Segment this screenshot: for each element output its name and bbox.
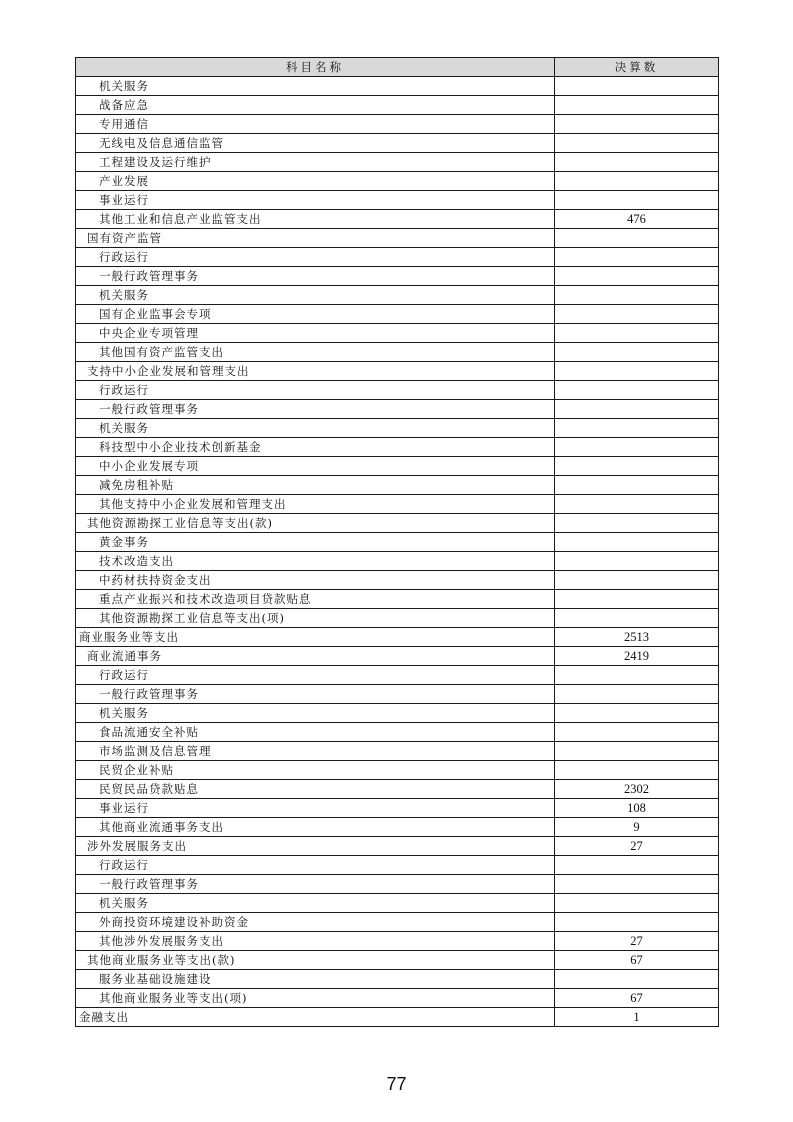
row-final-amount xyxy=(555,495,719,514)
table-row xyxy=(76,818,719,837)
row-subject-name: 行政运行 xyxy=(76,666,555,685)
row-final-amount xyxy=(555,438,719,457)
row-final-amount xyxy=(555,324,719,343)
row-subject-name: 机关服务 xyxy=(76,286,555,305)
row-final-amount xyxy=(555,267,719,286)
row-subject-name: 专用通信 xyxy=(76,115,555,134)
row-subject-name: 国有企业监事会专项 xyxy=(76,305,555,324)
row-final-amount xyxy=(555,362,719,381)
table-row xyxy=(76,628,719,647)
table-row xyxy=(76,495,719,514)
header-final-amount: 决算数 xyxy=(555,58,719,77)
row-subject-name: 无线电及信息通信监管 xyxy=(76,134,555,153)
table-row xyxy=(76,210,719,229)
table-row xyxy=(76,761,719,780)
row-final-amount xyxy=(555,343,719,362)
row-subject-name: 其他商业服务业等支出(款) xyxy=(76,951,555,970)
row-final-amount xyxy=(555,552,719,571)
table-row xyxy=(76,875,719,894)
table-row xyxy=(76,267,719,286)
row-final-amount: 108 xyxy=(555,799,719,818)
table-row xyxy=(76,286,719,305)
table-row xyxy=(76,153,719,172)
row-subject-name: 金融支出 xyxy=(76,1008,555,1027)
table-row xyxy=(76,837,719,856)
table-row xyxy=(76,571,719,590)
table-row xyxy=(76,324,719,343)
table-row xyxy=(76,970,719,989)
table-body xyxy=(76,77,719,1027)
table-row xyxy=(76,856,719,875)
row-subject-name: 其他工业和信息产业监管支出 xyxy=(76,210,555,229)
table-row xyxy=(76,514,719,533)
table-row xyxy=(76,96,719,115)
row-final-amount: 67 xyxy=(555,951,719,970)
row-subject-name: 一般行政管理事务 xyxy=(76,267,555,286)
row-final-amount xyxy=(555,419,719,438)
row-final-amount xyxy=(555,875,719,894)
table-row xyxy=(76,780,719,799)
row-subject-name: 重点产业振兴和技术改造项目贷款贴息 xyxy=(76,590,555,609)
table-row xyxy=(76,685,719,704)
row-final-amount: 2513 xyxy=(555,628,719,647)
row-subject-name: 其他资源勘探工业信息等支出(项) xyxy=(76,609,555,628)
row-final-amount: 9 xyxy=(555,818,719,837)
row-final-amount xyxy=(555,77,719,96)
row-final-amount xyxy=(555,685,719,704)
table-row xyxy=(76,77,719,96)
row-subject-name: 其他国有资产监管支出 xyxy=(76,343,555,362)
row-final-amount xyxy=(555,153,719,172)
row-final-amount xyxy=(555,571,719,590)
row-subject-name: 市场监测及信息管理 xyxy=(76,742,555,761)
row-subject-name: 黄金事务 xyxy=(76,533,555,552)
row-subject-name: 机关服务 xyxy=(76,77,555,96)
row-final-amount xyxy=(555,723,719,742)
row-subject-name: 民贸民品贷款贴息 xyxy=(76,780,555,799)
table-row xyxy=(76,419,719,438)
row-subject-name: 中小企业发展专项 xyxy=(76,457,555,476)
table-row xyxy=(76,172,719,191)
table-row xyxy=(76,229,719,248)
row-subject-name: 工程建设及运行维护 xyxy=(76,153,555,172)
row-subject-name: 涉外发展服务支出 xyxy=(76,837,555,856)
row-subject-name: 食品流通安全补贴 xyxy=(76,723,555,742)
row-final-amount xyxy=(555,286,719,305)
row-final-amount xyxy=(555,172,719,191)
row-final-amount xyxy=(555,514,719,533)
table-row xyxy=(76,609,719,628)
row-final-amount xyxy=(555,761,719,780)
table-row xyxy=(76,134,719,153)
table-row xyxy=(76,894,719,913)
row-final-amount xyxy=(555,381,719,400)
row-subject-name: 一般行政管理事务 xyxy=(76,400,555,419)
row-final-amount xyxy=(555,229,719,248)
row-final-amount xyxy=(555,590,719,609)
table-row xyxy=(76,362,719,381)
row-final-amount: 67 xyxy=(555,989,719,1008)
row-final-amount xyxy=(555,533,719,552)
table-row xyxy=(76,742,719,761)
table-row xyxy=(76,590,719,609)
row-subject-name: 支持中小企业发展和管理支出 xyxy=(76,362,555,381)
row-subject-name: 战备应急 xyxy=(76,96,555,115)
row-final-amount xyxy=(555,476,719,495)
row-final-amount: 1 xyxy=(555,1008,719,1027)
table-row xyxy=(76,457,719,476)
table-row xyxy=(76,533,719,552)
table-row xyxy=(76,913,719,932)
row-final-amount xyxy=(555,666,719,685)
row-final-amount xyxy=(555,191,719,210)
row-subject-name: 其他支持中小企业发展和管理支出 xyxy=(76,495,555,514)
table-row xyxy=(76,438,719,457)
row-subject-name: 中央企业专项管理 xyxy=(76,324,555,343)
row-final-amount xyxy=(555,856,719,875)
table-row xyxy=(76,115,719,134)
table-row xyxy=(76,381,719,400)
row-final-amount: 2419 xyxy=(555,647,719,666)
row-final-amount: 27 xyxy=(555,932,719,951)
row-subject-name: 机关服务 xyxy=(76,894,555,913)
row-subject-name: 行政运行 xyxy=(76,248,555,267)
table-row xyxy=(76,647,719,666)
row-final-amount xyxy=(555,96,719,115)
row-subject-name: 一般行政管理事务 xyxy=(76,685,555,704)
row-final-amount xyxy=(555,609,719,628)
row-final-amount xyxy=(555,742,719,761)
row-final-amount: 2302 xyxy=(555,780,719,799)
row-subject-name: 其他涉外发展服务支出 xyxy=(76,932,555,951)
row-subject-name: 一般行政管理事务 xyxy=(76,875,555,894)
table-row xyxy=(76,400,719,419)
row-subject-name: 其他商业服务业等支出(项) xyxy=(76,989,555,1008)
row-subject-name: 技术改造支出 xyxy=(76,552,555,571)
row-subject-name: 商业流通事务 xyxy=(76,647,555,666)
row-final-amount: 27 xyxy=(555,837,719,856)
row-final-amount: 476 xyxy=(555,210,719,229)
table-row xyxy=(76,305,719,324)
row-subject-name: 减免房租补贴 xyxy=(76,476,555,495)
row-subject-name: 其他资源勘探工业信息等支出(款) xyxy=(76,514,555,533)
row-subject-name: 服务业基础设施建设 xyxy=(76,970,555,989)
row-subject-name: 科技型中小企业技术创新基金 xyxy=(76,438,555,457)
row-subject-name: 商业服务业等支出 xyxy=(76,628,555,647)
row-subject-name: 机关服务 xyxy=(76,419,555,438)
table-row xyxy=(76,552,719,571)
row-subject-name: 中药材扶持资金支出 xyxy=(76,571,555,590)
row-subject-name: 行政运行 xyxy=(76,381,555,400)
row-subject-name: 外商投资环境建设补助资金 xyxy=(76,913,555,932)
row-subject-name: 行政运行 xyxy=(76,856,555,875)
row-subject-name: 事业运行 xyxy=(76,799,555,818)
table-row xyxy=(76,989,719,1008)
table-row xyxy=(76,932,719,951)
table-header-row xyxy=(76,58,719,77)
table-row xyxy=(76,704,719,723)
row-subject-name: 事业运行 xyxy=(76,191,555,210)
row-final-amount xyxy=(555,457,719,476)
row-final-amount xyxy=(555,894,719,913)
table-row xyxy=(76,951,719,970)
table-row xyxy=(76,248,719,267)
header-subject-name: 科目名称 xyxy=(76,58,555,77)
table-row xyxy=(76,191,719,210)
row-subject-name: 其他商业流通事务支出 xyxy=(76,818,555,837)
row-final-amount xyxy=(555,248,719,267)
row-final-amount xyxy=(555,134,719,153)
table-row xyxy=(76,343,719,362)
row-final-amount xyxy=(555,115,719,134)
row-final-amount xyxy=(555,913,719,932)
row-subject-name: 机关服务 xyxy=(76,704,555,723)
row-final-amount xyxy=(555,704,719,723)
row-final-amount xyxy=(555,400,719,419)
row-subject-name: 国有资产监管 xyxy=(76,229,555,248)
row-final-amount xyxy=(555,305,719,324)
page-number: 77 xyxy=(386,1074,407,1094)
table-row xyxy=(76,723,719,742)
table-row xyxy=(76,799,719,818)
expenditure-table xyxy=(75,57,719,1027)
table-row xyxy=(76,666,719,685)
table-row xyxy=(76,476,719,495)
row-subject-name: 产业发展 xyxy=(76,172,555,191)
row-subject-name: 民贸企业补贴 xyxy=(76,761,555,780)
table-row xyxy=(76,1008,719,1027)
row-final-amount xyxy=(555,970,719,989)
